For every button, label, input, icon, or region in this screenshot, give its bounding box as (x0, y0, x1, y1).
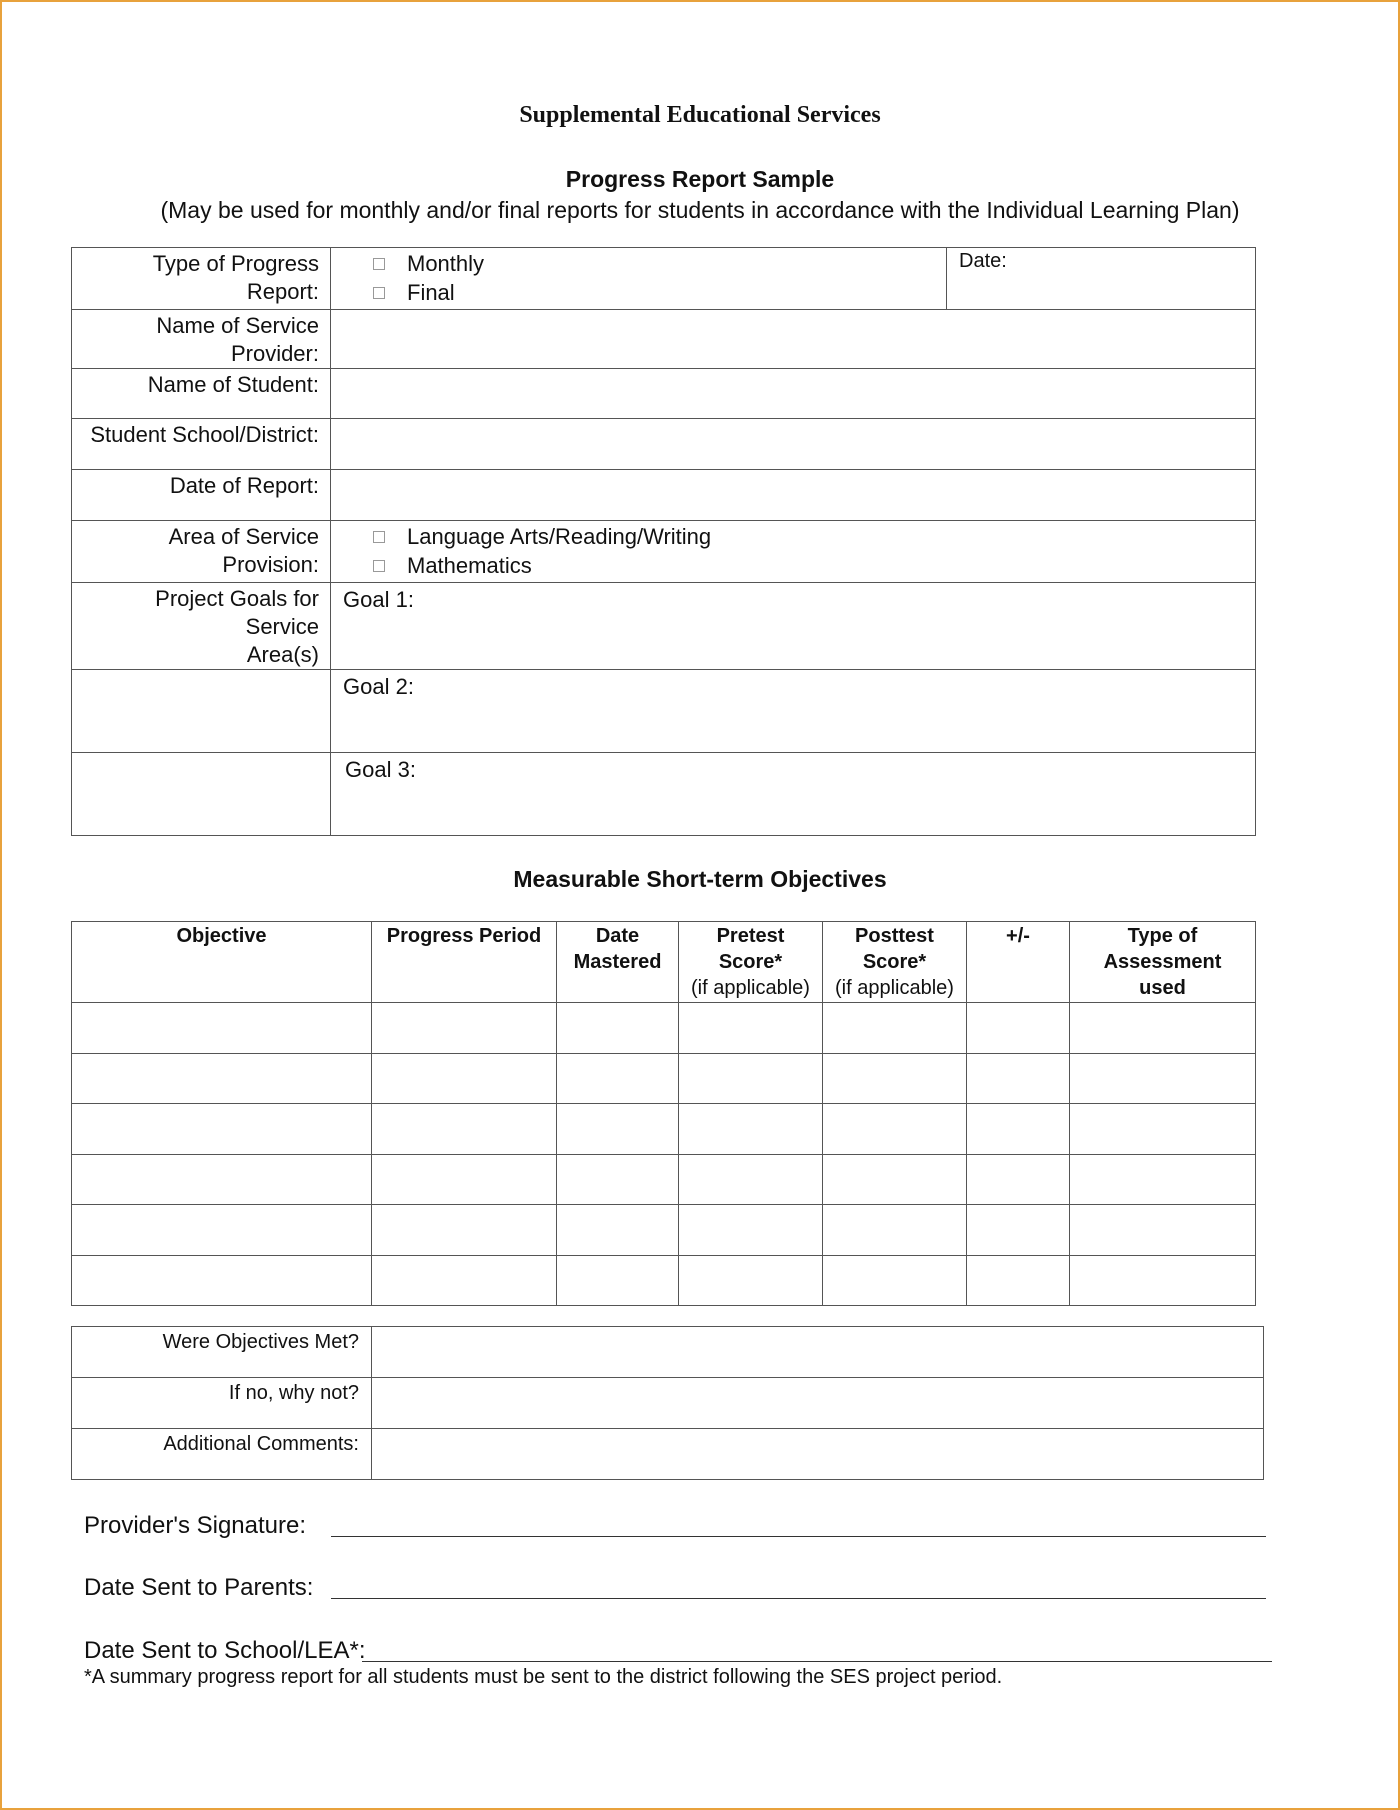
student-label: Name of Student: (72, 369, 331, 419)
date-sent-parents-line[interactable] (331, 1597, 1266, 1599)
type-options (331, 248, 947, 310)
goal-3-field[interactable]: Goal 3: (331, 753, 1256, 836)
option-language-arts[interactable]: Language Arts/Reading/Writing (331, 522, 1245, 551)
why-not-field[interactable] (372, 1378, 1264, 1429)
provider-signature-label: Provider's Signature: (84, 1512, 307, 1539)
col-plus-minus: +/- (967, 922, 1070, 1003)
date-sent-school-line[interactable] (362, 1660, 1272, 1662)
student-field[interactable] (331, 369, 1256, 419)
comments-field[interactable] (372, 1429, 1264, 1480)
date-label: Date: (959, 250, 1007, 272)
footnote: *A summary progress report for all students must be sent to the district following the SES project period. (84, 1666, 1003, 1688)
table-row (72, 1003, 1256, 1054)
objectives-met-label: Were Objectives Met? (72, 1327, 372, 1378)
goals-label: Project Goals for Service Area(s) (72, 583, 331, 670)
form-title: Progress Report Sample (565, 166, 835, 192)
col-date-mastered: Date Mastered (557, 922, 679, 1003)
table-row (72, 1205, 1256, 1256)
provider-signature-line[interactable] (331, 1535, 1266, 1537)
report-info-table (71, 247, 1256, 836)
option-monthly[interactable]: Monthly (331, 249, 936, 278)
review-table (71, 1326, 1264, 1480)
option-final[interactable]: Final (331, 278, 936, 307)
document-title: Supplemental Educational Services (519, 102, 881, 128)
school-label: Student School/District: (72, 419, 331, 470)
checkbox-icon[interactable] (373, 287, 385, 299)
goal-2-field[interactable]: Goal 2: (331, 670, 1256, 753)
date-sent-school-label: Date Sent to School/LEA*: (84, 1637, 366, 1664)
objectives-title: Measurable Short-term Objectives (513, 866, 887, 892)
col-objective: Objective (72, 922, 372, 1003)
table-row (72, 1255, 1256, 1306)
school-field[interactable] (331, 419, 1256, 470)
checkbox-icon[interactable] (373, 560, 385, 572)
table-row (72, 1154, 1256, 1205)
date-sent-parents-label: Date Sent to Parents: (84, 1574, 314, 1601)
col-progress-period: Progress Period (372, 922, 557, 1003)
checkbox-icon[interactable] (373, 531, 385, 543)
report-date-field[interactable] (331, 470, 1256, 521)
checkbox-icon[interactable] (373, 258, 385, 270)
date-field[interactable] (947, 248, 1256, 310)
goal-1-field[interactable]: Goal 1: (331, 583, 1256, 670)
type-label: Type of Progress Report: (72, 248, 331, 310)
comments-label: Additional Comments: (72, 1429, 372, 1480)
area-options (331, 521, 1256, 583)
form-description: (May be used for monthly and/or final reports for students in accordance with the Individual Learning Plan) (160, 197, 1240, 223)
report-date-label: Date of Report: (72, 470, 331, 521)
option-mathematics[interactable]: Mathematics (331, 551, 1245, 580)
table-row (72, 1053, 1256, 1104)
objectives-table (71, 921, 1256, 1306)
objectives-met-field[interactable] (372, 1327, 1264, 1378)
table-row (72, 1104, 1256, 1155)
col-pretest: Pretest Score* (if applicable) (679, 922, 823, 1003)
col-posttest: Posttest Score* (if applicable) (823, 922, 967, 1003)
why-not-label: If no, why not? (72, 1378, 372, 1429)
col-assessment-type: Type of Assessment used (1070, 922, 1256, 1003)
provider-field[interactable] (331, 310, 1256, 369)
provider-label: Name of Service Provider: (72, 310, 331, 369)
area-label: Area of Service Provision: (72, 521, 331, 583)
objectives-header-row (72, 922, 1256, 1003)
